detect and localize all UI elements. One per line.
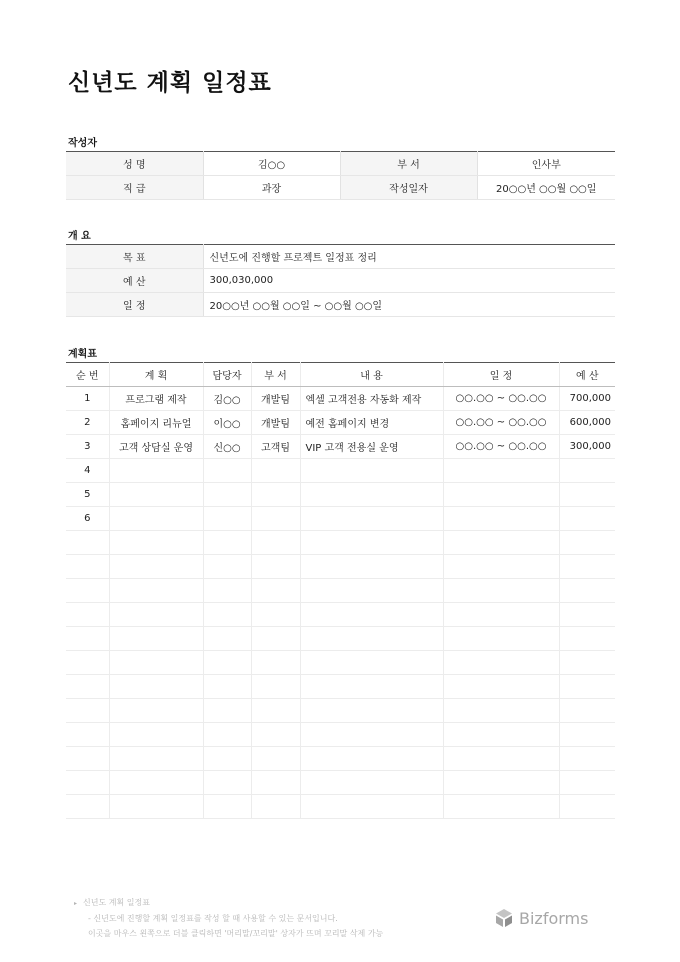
table-cell — [203, 675, 251, 699]
table-cell — [443, 747, 559, 771]
table-cell — [559, 531, 615, 555]
overview-label: 목 표 — [66, 245, 203, 269]
table-cell — [109, 555, 203, 579]
table-cell: 예전 홈페이지 변경 — [300, 411, 443, 435]
field-value: 인사부 — [477, 152, 615, 176]
table-cell — [109, 795, 203, 819]
table-cell — [203, 651, 251, 675]
table-cell — [300, 723, 443, 747]
table-cell — [66, 771, 109, 795]
column-header: 내 용 — [300, 363, 443, 387]
field-value: 20○○년 ○○월 ○○일 — [477, 176, 615, 200]
table-cell — [251, 483, 300, 507]
table-cell: 4 — [66, 459, 109, 483]
table-cell — [203, 699, 251, 723]
table-cell — [203, 459, 251, 483]
table-row — [66, 675, 615, 699]
table-cell — [443, 483, 559, 507]
table-row — [66, 555, 615, 579]
table-cell — [300, 627, 443, 651]
table-cell — [443, 603, 559, 627]
table-row — [66, 387, 615, 411]
plan-table — [66, 362, 615, 819]
table-cell — [203, 483, 251, 507]
author-row — [66, 176, 615, 200]
table-row — [66, 651, 615, 675]
table-cell — [559, 699, 615, 723]
table-cell — [109, 507, 203, 531]
table-cell — [109, 771, 203, 795]
table-cell — [66, 723, 109, 747]
table-cell — [300, 675, 443, 699]
table-cell: 5 — [66, 483, 109, 507]
table-cell — [203, 723, 251, 747]
table-cell: 700,000 — [559, 387, 615, 411]
table-cell — [443, 675, 559, 699]
table-cell — [66, 603, 109, 627]
table-cell: 개발팀 — [251, 387, 300, 411]
table-cell — [300, 459, 443, 483]
brand-name: Bizforms — [519, 908, 589, 928]
brand-logo — [494, 908, 588, 928]
table-row — [66, 483, 615, 507]
column-header: 순 번 — [66, 363, 109, 387]
table-row — [66, 531, 615, 555]
table-cell: ○○.○○ ~ ○○.○○ — [443, 387, 559, 411]
table-cell — [300, 531, 443, 555]
column-header: 담당자 — [203, 363, 251, 387]
table-cell — [300, 795, 443, 819]
table-cell — [443, 699, 559, 723]
table-cell — [300, 603, 443, 627]
table-row — [66, 507, 615, 531]
table-cell — [251, 747, 300, 771]
table-cell — [251, 771, 300, 795]
table-cell — [251, 603, 300, 627]
overview-heading: 개 요 — [68, 231, 91, 242]
overview-row — [66, 293, 615, 317]
table-cell: 프로그램 제작 — [109, 387, 203, 411]
table-cell — [109, 747, 203, 771]
table-row — [66, 723, 615, 747]
table-cell — [66, 795, 109, 819]
table-row — [66, 411, 615, 435]
overview-value: 20○○년 ○○월 ○○일 ~ ○○월 ○○일 — [203, 293, 615, 317]
table-cell — [251, 579, 300, 603]
table-cell — [109, 483, 203, 507]
triangle-bullet-icon: ▸ — [74, 900, 78, 907]
table-cell: VIP 고객 전용실 운영 — [300, 435, 443, 459]
table-cell — [66, 555, 109, 579]
table-cell — [443, 507, 559, 531]
table-cell — [559, 507, 615, 531]
table-cell — [443, 771, 559, 795]
table-row — [66, 459, 615, 483]
table-cell — [66, 579, 109, 603]
table-cell — [300, 771, 443, 795]
table-cell — [251, 555, 300, 579]
table-cell — [300, 483, 443, 507]
table-cell — [559, 747, 615, 771]
table-cell: 개발팀 — [251, 411, 300, 435]
plan-heading: 계획표 — [68, 349, 97, 360]
table-cell — [443, 723, 559, 747]
table-cell — [559, 675, 615, 699]
table-cell — [559, 795, 615, 819]
column-header: 예 산 — [559, 363, 615, 387]
table-cell — [66, 747, 109, 771]
table-cell — [109, 699, 203, 723]
column-header: 계 획 — [109, 363, 203, 387]
table-cell — [109, 723, 203, 747]
table-cell — [203, 795, 251, 819]
table-cell — [203, 747, 251, 771]
table-cell — [203, 531, 251, 555]
table-cell — [251, 459, 300, 483]
table-cell — [109, 579, 203, 603]
table-cell — [251, 651, 300, 675]
table-cell: ○○.○○ ~ ○○.○○ — [443, 411, 559, 435]
table-cell — [203, 603, 251, 627]
table-row — [66, 771, 615, 795]
table-cell — [559, 651, 615, 675]
field-label: 부 서 — [340, 152, 477, 176]
table-cell — [300, 747, 443, 771]
table-cell: 엑셀 고객전용 자동화 제작 — [300, 387, 443, 411]
table-cell — [66, 651, 109, 675]
overview-label: 예 산 — [66, 269, 203, 293]
footer-description: - 신년도에 진행할 계획 일정표를 작성 할 때 사용할 수 있는 문서입니다. — [88, 914, 338, 923]
table-cell — [251, 507, 300, 531]
table-row — [66, 435, 615, 459]
table-cell — [300, 555, 443, 579]
column-header: 부 서 — [251, 363, 300, 387]
table-cell — [109, 675, 203, 699]
table-cell — [300, 651, 443, 675]
table-cell — [203, 555, 251, 579]
table-cell: 300,000 — [559, 435, 615, 459]
table-cell: 고객 상담실 운영 — [109, 435, 203, 459]
table-cell: 3 — [66, 435, 109, 459]
table-cell — [251, 723, 300, 747]
table-cell: 2 — [66, 411, 109, 435]
table-cell: 600,000 — [559, 411, 615, 435]
table-cell — [66, 699, 109, 723]
table-cell — [203, 771, 251, 795]
table-cell — [559, 723, 615, 747]
footer-title: 신년도 계획 일정표 — [83, 898, 150, 907]
field-label: 성 명 — [66, 152, 203, 176]
overview-table — [66, 244, 615, 317]
table-cell: 홈페이지 리뉴얼 — [109, 411, 203, 435]
table-cell — [559, 771, 615, 795]
overview-row — [66, 245, 615, 269]
table-cell — [300, 699, 443, 723]
column-header: 일 정 — [443, 363, 559, 387]
field-value: 과장 — [203, 176, 340, 200]
cube-logo-icon — [494, 908, 514, 928]
table-cell — [559, 555, 615, 579]
table-cell — [203, 579, 251, 603]
table-cell — [559, 603, 615, 627]
table-cell: ○○.○○ ~ ○○.○○ — [443, 435, 559, 459]
table-row — [66, 699, 615, 723]
table-cell — [109, 603, 203, 627]
table-cell — [559, 459, 615, 483]
author-table — [66, 151, 615, 200]
table-cell: 1 — [66, 387, 109, 411]
field-value: 김○○ — [203, 152, 340, 176]
table-cell — [443, 795, 559, 819]
table-cell: 김○○ — [203, 387, 251, 411]
table-cell — [443, 459, 559, 483]
table-cell — [443, 579, 559, 603]
field-label: 작성일자 — [340, 176, 477, 200]
table-cell — [109, 531, 203, 555]
table-cell: 이○○ — [203, 411, 251, 435]
footer-instruction: 이곳을 마우스 왼쪽으로 더블 클릭하면 '머리말/꼬리말' 상자가 뜨며 꼬리말 삭제 가능 — [88, 929, 384, 938]
table-cell — [109, 627, 203, 651]
table-cell — [109, 459, 203, 483]
table-cell — [559, 627, 615, 651]
table-cell — [251, 699, 300, 723]
table-cell — [66, 531, 109, 555]
overview-value: 신년도에 진행할 프로젝트 일정표 정리 — [203, 245, 615, 269]
footer-note — [74, 895, 383, 941]
table-cell — [251, 795, 300, 819]
table-cell — [251, 675, 300, 699]
field-label: 직 급 — [66, 176, 203, 200]
table-row — [66, 579, 615, 603]
table-cell — [443, 651, 559, 675]
table-row — [66, 627, 615, 651]
author-row — [66, 152, 615, 176]
overview-label: 일 정 — [66, 293, 203, 317]
page-title: 신년도 계획 일정표 — [68, 70, 272, 96]
author-heading: 작성자 — [68, 138, 97, 149]
table-cell — [300, 579, 443, 603]
table-cell — [251, 627, 300, 651]
table-cell — [66, 627, 109, 651]
table-cell — [559, 579, 615, 603]
table-cell — [203, 627, 251, 651]
table-cell — [443, 627, 559, 651]
table-cell — [203, 507, 251, 531]
table-cell — [300, 507, 443, 531]
table-cell — [109, 651, 203, 675]
overview-row — [66, 269, 615, 293]
table-row — [66, 603, 615, 627]
table-cell: 고객팀 — [251, 435, 300, 459]
table-cell — [443, 555, 559, 579]
table-cell — [559, 483, 615, 507]
table-row — [66, 747, 615, 771]
table-cell: 6 — [66, 507, 109, 531]
table-cell — [443, 531, 559, 555]
table-row — [66, 795, 615, 819]
table-cell — [66, 675, 109, 699]
overview-value: 300,030,000 — [203, 269, 615, 293]
table-cell: 신○○ — [203, 435, 251, 459]
table-cell — [251, 531, 300, 555]
